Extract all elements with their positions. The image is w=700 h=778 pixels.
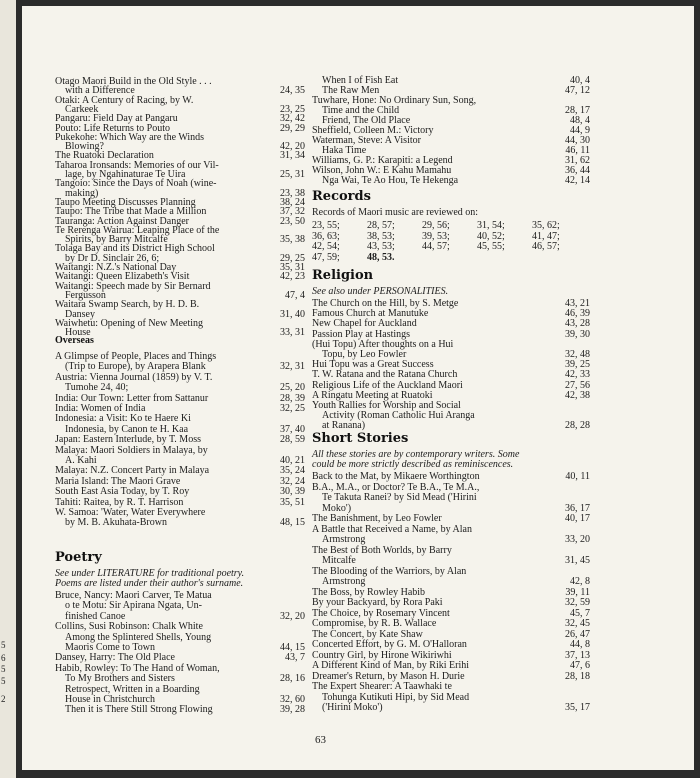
entry-title: India: Women of India [55,403,146,414]
entry-reference: 46, 11 [565,145,590,156]
index-entry [55,383,305,393]
entry-title: making) [65,187,99,199]
entry-reference: 40, 11 [565,471,590,482]
entry-title: Religious Life of the Auckland Maori [312,379,463,391]
previous-page-number: 5 [1,640,6,650]
records-cell: 45, 55; [477,241,505,252]
entry-reference: 35, 17 [565,702,590,713]
entry-reference: 28, 59 [280,434,305,446]
entry-title: Otaki: A Century of Racing, by W. [55,94,194,106]
entry-reference: 40, 4 [570,75,590,86]
index-entry [312,703,590,713]
stories-note-2: could be more strictly described as reminiscences. [312,459,514,470]
entry-title: A Different Kind of Man, by Riki Erihi [312,660,470,671]
entry-reference: 35, 51 [280,496,305,508]
entry-title: T. W. Ratana and the Ratana Church [312,369,458,381]
entry-reference: 37, 32 [280,206,305,218]
records-cell: 43, 53; [367,241,395,252]
entry-title: Indonesia, by Canon te H. Kaa [65,423,189,435]
entry-title: Waterman, Steve: A Visitor [312,135,421,146]
entry-reference: 29, 25 [280,252,305,264]
records-cell: 46, 57; [532,241,560,252]
entry-title: The Banishment, by Leo Fowler [312,513,442,524]
entry-title: The Best of Both Worlds, by Barry [312,544,452,556]
entry-title: Youth Rallies for Worship and Social [312,400,461,411]
page-number: 63 [315,734,326,746]
entry-reference: 37, 40 [280,423,305,435]
entry-title: Spirits, by Barry Mitcalfe [65,234,168,246]
entry-reference: 39, 25 [565,359,590,371]
entry-title: Otago Maori Build in the Old Style . . . [55,76,212,87]
religion-heading: Religion [312,268,374,283]
entry-title: B.A., M.A., or Doctor? Te B.A., Te M.A., [312,481,480,493]
poetry-note-1: See under LITERATURE for traditional poetry. [55,568,245,579]
entry-title: lage, by Ngahinaturae Te Uira [65,169,186,180]
entry-title: Tolaga Bay and its District High School [55,243,215,255]
short-stories-heading: Short Stories [312,431,409,446]
records-cell: 28, 57; [367,220,395,231]
index-entry [312,661,590,671]
entry-reference: 32, 45 [565,618,590,629]
entry-title: Waitangi: Speech made by Sir Bernard [55,280,211,292]
entry-title: Mitcalfe [322,555,356,566]
entry-reference: 28, 18 [565,670,590,682]
entry-reference: 26, 47 [565,628,590,640]
entry-reference: 40, 21 [280,455,305,466]
entry-reference: 35, 24 [280,465,305,477]
records-cell: 29, 56; [422,220,450,231]
entry-title: Famous Church at Manutuke [312,308,429,320]
entry-title: Retrospect, Written in a Boarding [65,683,200,695]
records-cell: 48, 53. [367,251,395,263]
entry-title: Armstrong [322,534,366,545]
entry-title: A Battle that Received a Name, by Alan [312,523,472,535]
records-cell: 35, 62; [532,220,560,231]
entry-reference: 36, 17 [565,502,590,514]
previous-page-number: 5 [1,664,6,674]
index-entry [312,421,590,431]
entry-reference: 23, 25 [280,103,305,115]
entry-reference: 45, 7 [570,607,590,619]
entry-title: The Ruatoki Declaration [55,150,154,162]
index-entry [55,466,305,476]
entry-title: ('Hirini Moko') [322,702,383,713]
entry-title: The Expert Shearer: A Taawhaki te [312,681,452,692]
entry-title: Country Girl, by Hirone Wikiriwhi [312,649,452,661]
entry-title: House [65,327,91,339]
records-cell: 23, 55; [312,220,340,231]
entry-title: House in Christchurch [65,694,155,705]
entry-reference: 42, 38 [565,389,590,401]
entry-title: Hui Topu was a Great Success [312,359,434,371]
entry-title: Back to the Mat, by Mikaere Worthington [312,471,480,482]
entry-title: Armstrong [322,576,366,587]
records-cell: 36, 63; [312,230,340,242]
entry-reference: 32, 42 [280,113,305,125]
entry-title: Carkeek [65,103,99,115]
index-entry [312,525,590,535]
poetry-note-2: Poems are listed under their author's surname. [55,578,244,589]
index-entry [312,588,590,598]
records-intro: Records of Maori music are reviewed on: [312,207,479,218]
index-entry [55,362,305,372]
entry-reference: 36, 44 [565,165,590,176]
entry-title: Te Rerenga Wairua: Leaping Place of the [55,224,220,236]
entry-title: Malaya: Maori Soldiers in Malaya, by [55,444,208,456]
entry-reference: 46, 39 [565,308,590,320]
entry-title: Habib, Rowley: To The Hand of Woman, [55,662,220,674]
previous-page-number: 6 [1,653,6,663]
entry-reference: 38, 24 [280,196,305,208]
records-cell: 31, 54; [477,220,505,231]
index-entry [312,651,590,661]
index-entry [55,435,305,445]
entry-title: Wilson, John W.: E Kahu Mamahu [312,165,452,176]
entry-title: The Choice, by Rosemary Vincent [312,607,450,619]
entry-reference: 31, 34 [280,150,305,162]
entry-reference: 35, 38 [280,234,305,246]
entry-title: The Concert, by Kate Shaw [312,628,423,640]
entry-reference: 31, 45 [565,555,590,566]
index-entry [312,483,590,493]
entry-reference: 44, 9 [570,125,590,136]
entry-title: Indonesia: a Visit: Ko te Haere Ki [55,413,191,425]
entry-reference: 23, 50 [280,215,305,227]
records-heading: Records [312,189,371,204]
entry-reference: 28, 39 [280,392,305,404]
entry-title: finished Canoe [65,610,126,622]
entry-title: South East Asia Today, by T. Roy [55,486,190,498]
entry-reference: 42, 23 [280,271,305,283]
entry-reference: 39, 28 [280,704,305,716]
entry-title: by M. B. Akuhata-Brown [65,517,167,529]
index-entry [312,630,590,640]
entry-reference: 32, 60 [280,694,305,705]
index-entry [312,472,590,482]
entry-reference: 48, 4 [570,115,590,126]
index-entry [312,640,590,650]
entry-reference: 44, 15 [280,642,305,653]
previous-page-number: 2 [1,694,6,704]
entry-reference: 42, 8 [570,576,590,587]
entry-title: at Ranana) [322,420,366,432]
index-entry [55,601,305,611]
entry-title: Taharoa Ironsands: Memories of our Vil- [55,159,219,171]
entry-reference: 25, 20 [280,382,305,394]
entry-title: Among the Splintered Shells, Young [65,631,212,643]
index-entry [312,598,590,608]
records-cell: 42, 54; [312,241,340,252]
entry-title: Tohunga Kutikuti Hipi, by Sid Mead [322,691,470,703]
entry-title: Waiwhetu: Opening of New Meeting [55,317,204,329]
entry-title: Dansey, Harry: The Old Place [55,652,175,664]
entry-reference: 28, 28 [565,420,590,432]
entry-reference: 24, 35 [280,85,305,97]
entry-title: Dansey [65,308,95,320]
index-entry [55,674,305,684]
entry-reference: 32, 31 [280,361,305,373]
entry-reference: 42, 14 [565,175,590,186]
index-entry [312,370,590,380]
entry-reference: 32, 59 [565,597,590,608]
entry-title: Te Takuta Ranei? by Sid Mead ('Hirini [322,492,477,503]
entry-title: A Glimpse of People, Places and Things [55,351,217,362]
stories-note-1: All these stories are by contemporary writers. Some [312,449,520,460]
entry-reference: 44, 30 [565,135,590,146]
entry-reference: 42, 33 [565,369,590,381]
entry-title: with a Difference [65,85,135,97]
entry-title: Waitangi: N.Z.'s National Day [55,262,177,273]
entry-title: Maria Island: The Maori Grave [55,475,181,487]
entry-title: Collins, Susi Robinson: Chalk White [55,621,203,633]
index-entry [312,504,590,514]
entry-title: by Dr D. Sinclair 26, 6; [65,252,160,264]
entry-title: Compromise, by R. B. Wallace [312,618,437,629]
index-entry [312,609,590,619]
entry-title: Concerted Effort, by G. M. O'Halloran [312,639,467,650]
entry-title: Moko') [322,502,352,514]
entry-reference: 48, 15 [280,517,305,529]
index-entry [55,705,305,715]
index-page [22,6,694,770]
entry-reference: 23, 38 [280,187,305,199]
entry-reference: 28, 17 [565,105,590,116]
entry-title: Tangoio: Since the Days of Noah (wine- [55,178,217,190]
entry-title: Dreamer's Return, by Mason H. Durie [312,670,465,682]
entry-title: (Hui Topu) After thoughts on a Hui [312,338,454,350]
entry-title: The Blooding of the Warriors, by Alan [312,565,467,577]
entry-reference: 28, 16 [280,673,305,685]
entry-reference: 30, 39 [280,486,305,498]
index-entry [55,622,305,632]
index-entry [312,176,590,186]
entry-title: Austria: Vienna Journal (1859) by V. T. [55,371,213,383]
entry-title: Activity (Roman Catholic Hui Aranga [322,410,475,422]
index-entry [312,493,590,503]
previous-page-edge [0,0,16,778]
records-cell: 44, 57; [422,241,450,252]
entry-title: Then it is There Still Strong Flowing [65,704,213,716]
index-entry [55,518,305,528]
previous-page-number: 5 [1,676,6,686]
entry-title: Tauranga: Action Against Danger [55,215,189,227]
entry-title: Tuwhare, Hone: No Ordinary Sun, Song, [312,95,477,106]
index-entry [312,567,590,577]
entry-title: When I of Fish Eat [322,75,399,86]
entry-reference: 42, 20 [280,141,305,153]
entry-title: W. Samoa: 'Water, Water Everywhere [55,507,206,518]
entry-title: Williams, G. P.: Karapiti: a Legend [312,155,453,166]
entry-reference: 37, 13 [565,649,590,661]
entry-reference: 29, 29 [280,122,305,134]
entry-title: Maoris Come to Town [65,642,155,653]
entry-title: Malaya: N.Z. Concert Party in Malaya [55,465,210,477]
entry-reference: 43, 21 [565,298,590,309]
entry-reference: 32, 48 [565,349,590,360]
index-entry [312,619,590,629]
index-entry [55,487,305,497]
entry-reference: 43, 7 [285,652,305,664]
entry-title: Pangaru: Field Day at Pangaru [55,113,178,125]
entry-title: Pouto: Life Returns to Pouto [55,122,170,134]
entry-title: Tumohe 24, 40; [65,382,129,394]
index-entry [55,653,305,663]
entry-title: Waitangi: Queen Elizabeth's Visit [55,271,190,283]
entry-title: Haka Time [322,145,367,156]
entry-reference: 47, 6 [570,660,590,671]
index-entry [312,693,590,703]
entry-reference: 44, 8 [570,639,590,650]
overseas-heading: Overseas [55,335,94,346]
entry-title: Blowing? [65,141,104,153]
entry-title: Pukekohe: Which Way are the Winds [55,131,205,143]
entry-title: Tahiti: Raitea, by R. T. Harrison [55,496,184,508]
poetry-heading: Poetry [55,550,102,565]
entry-title: The Boss, by Rowley Habib [312,586,426,598]
entry-title: Bruce, Nancy: Maori Carver, Te Matua [55,590,212,601]
entry-reference: 31, 40 [280,308,305,320]
entry-title: Japan: Eastern Interlude, by T. Moss [55,434,201,446]
entry-reference: 43, 28 [565,318,590,330]
entry-title: India: Our Town: Letter from Sattanur [55,392,209,404]
index-entry [312,556,590,566]
entry-reference: 33, 20 [565,534,590,545]
entry-title: Time and the Child [322,105,400,116]
entry-reference: 25, 31 [280,169,305,180]
entry-title: The Church on the Hill, by S. Metge [312,298,459,309]
entry-title: Nga Wai, Te Ao Hou, Te Hekenga [322,175,459,186]
records-cell: 39, 53; [422,230,450,242]
entry-reference: 39, 11 [565,586,590,598]
entry-title: o te Motu: Sir Apirana Ngata, Un- [65,600,202,612]
records-cell: 38, 53; [367,230,395,242]
entry-reference: 32, 24 [280,475,305,487]
index-entry [312,535,590,545]
index-entry [312,546,590,556]
entry-reference: 27, 56 [565,379,590,391]
entry-reference: 32, 25 [280,403,305,414]
entry-title: Taupo: The Tribe that Made a Million [55,206,207,218]
index-entry [312,672,590,682]
entry-title: Passion Play at Hastings [312,328,411,340]
records-cell: 41, 47; [532,230,560,242]
entry-reference: 35, 31 [280,262,305,273]
entry-title: New Chapel for Auckland [312,318,417,330]
index-entry [312,577,590,587]
entry-reference: 31, 62 [565,155,590,166]
entry-title: A. Kahi [65,455,97,466]
index-entry [312,514,590,524]
index-entry [312,682,590,692]
religion-note: See also under PERSONALITIES. [312,286,449,297]
entry-title: The Raw Men [322,85,380,96]
entry-title: Waitara Swamp Search, by H. D. B. [55,299,200,311]
entry-title: To My Brothers and Sisters [65,673,175,685]
entry-reference: 47, 12 [565,85,590,96]
entry-title: A Ringatu Meeting at Ruatoki [312,389,433,401]
entry-reference: 47, 4 [285,289,305,301]
entry-reference: 40, 17 [565,513,590,524]
records-cell: 47, 59; [312,251,340,263]
records-cell: 40, 52; [477,230,505,242]
entry-title: Fergusson [65,289,106,301]
index-entry [312,319,590,329]
entry-title: (Trip to Europe), by Arapera Blank [65,361,206,373]
entry-reference: 39, 30 [565,328,590,340]
entry-title: By your Backyard, by Rora Paki [312,597,443,608]
entry-title: Topu, by Leo Fowler [322,349,407,360]
entry-reference: 32, 20 [280,610,305,622]
entry-reference: 33, 31 [280,327,305,339]
entry-title: Taupo Meeting Discusses Planning [55,196,196,208]
index-entry [55,414,305,424]
entry-title: Friend, The Old Place [322,115,411,126]
entry-title: Sheffield, Colleen M.: Victory [312,125,434,136]
